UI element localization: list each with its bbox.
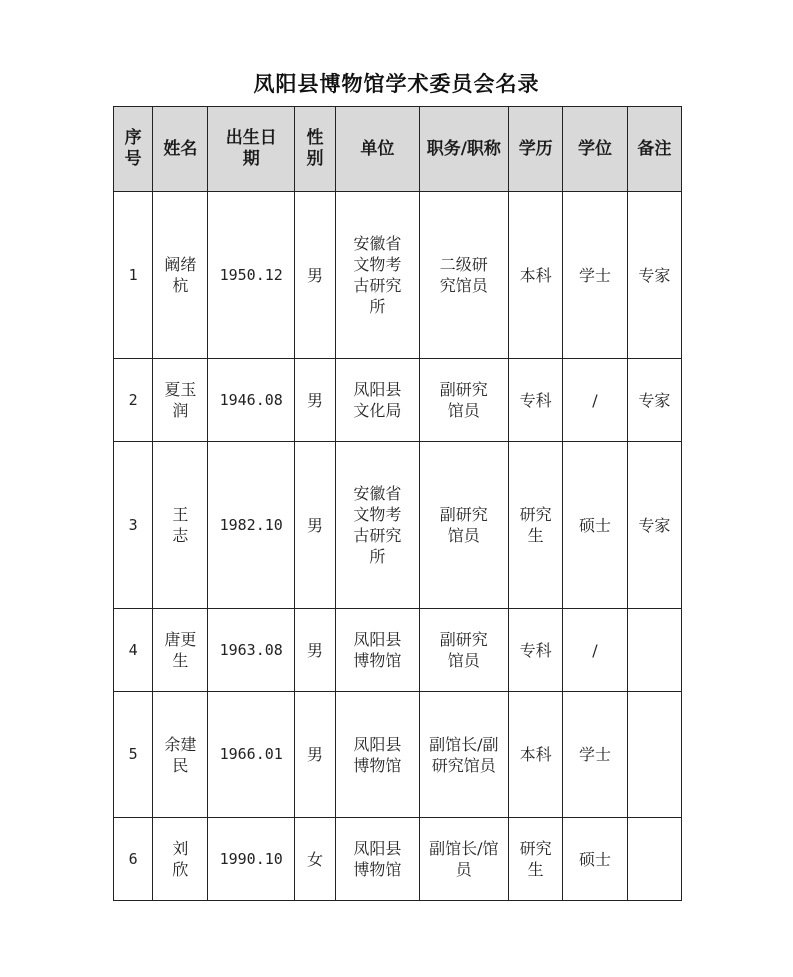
- cell-gender: 男: [294, 692, 335, 818]
- cell-note: [627, 818, 681, 901]
- cell-position: 副研究馆员: [419, 359, 508, 442]
- header-gender: 性别: [294, 107, 335, 192]
- table-row: [114, 692, 682, 818]
- cell-unit: 凤阳县博物馆: [336, 692, 419, 818]
- cell-degree: /: [563, 609, 627, 692]
- committee-roster-table: [113, 106, 682, 901]
- cell-degree: 学士: [563, 692, 627, 818]
- cell-note: [627, 609, 681, 692]
- cell-note: 专家: [627, 442, 681, 609]
- cell-birth-date: 1950.12: [208, 192, 294, 359]
- table-row: [114, 442, 682, 609]
- cell-education: 专科: [509, 359, 563, 442]
- cell-gender: 男: [294, 609, 335, 692]
- header-note: 备注: [627, 107, 681, 192]
- cell-name: 唐更生: [153, 609, 208, 692]
- cell-position: 副馆长/馆员: [419, 818, 508, 901]
- cell-birth-date: 1966.01: [208, 692, 294, 818]
- cell-education: 本科: [509, 192, 563, 359]
- cell-education: 研究生: [509, 818, 563, 901]
- cell-note: 专家: [627, 192, 681, 359]
- cell-degree: 硕士: [563, 442, 627, 609]
- table-row: [114, 818, 682, 901]
- cell-number: 6: [114, 818, 153, 901]
- cell-birth-date: 1963.08: [208, 609, 294, 692]
- table-row: [114, 192, 682, 359]
- cell-degree: 硕士: [563, 818, 627, 901]
- cell-unit: 凤阳县博物馆: [336, 609, 419, 692]
- cell-education: 研究生: [509, 442, 563, 609]
- cell-number: 3: [114, 442, 153, 609]
- cell-position: 副馆长/副研究馆员: [419, 692, 508, 818]
- document-title: 凤阳县博物馆学术委员会名录: [253, 71, 540, 96]
- cell-name: 刘欣: [153, 818, 208, 901]
- cell-gender: 女: [294, 818, 335, 901]
- cell-number: 4: [114, 609, 153, 692]
- cell-position: 副研究馆员: [419, 442, 508, 609]
- table-header-row: [114, 107, 682, 192]
- cell-name: 阚绪杭: [153, 192, 208, 359]
- table-row: [114, 609, 682, 692]
- cell-note: [627, 692, 681, 818]
- cell-number: 2: [114, 359, 153, 442]
- table-row: [114, 359, 682, 442]
- cell-note: 专家: [627, 359, 681, 442]
- cell-unit: 凤阳县博物馆: [336, 818, 419, 901]
- cell-birth-date: 1982.10: [208, 442, 294, 609]
- cell-number: 1: [114, 192, 153, 359]
- cell-position: 二级研究馆员: [419, 192, 508, 359]
- cell-education: 专科: [509, 609, 563, 692]
- header-unit: 单位: [336, 107, 419, 192]
- cell-degree: 学士: [563, 192, 627, 359]
- header-degree: 学位: [563, 107, 627, 192]
- cell-unit: 安徽省文物考古研究所: [336, 192, 419, 359]
- header-education: 学历: [509, 107, 563, 192]
- header-name: 姓名: [153, 107, 208, 192]
- cell-name: 夏玉润: [153, 359, 208, 442]
- cell-name: 王志: [153, 442, 208, 609]
- cell-gender: 男: [294, 192, 335, 359]
- cell-name: 余建民: [153, 692, 208, 818]
- cell-degree: /: [563, 359, 627, 442]
- cell-unit: 安徽省文物考古研究所: [336, 442, 419, 609]
- cell-birth-date: 1946.08: [208, 359, 294, 442]
- header-position: 职务/职称: [419, 107, 508, 192]
- cell-unit: 凤阳县文化局: [336, 359, 419, 442]
- cell-number: 5: [114, 692, 153, 818]
- header-number: 序号: [114, 107, 153, 192]
- cell-gender: 男: [294, 359, 335, 442]
- cell-education: 本科: [509, 692, 563, 818]
- header-birth-date: 出生日期: [208, 107, 294, 192]
- cell-birth-date: 1990.10: [208, 818, 294, 901]
- cell-gender: 男: [294, 442, 335, 609]
- cell-position: 副研究馆员: [419, 609, 508, 692]
